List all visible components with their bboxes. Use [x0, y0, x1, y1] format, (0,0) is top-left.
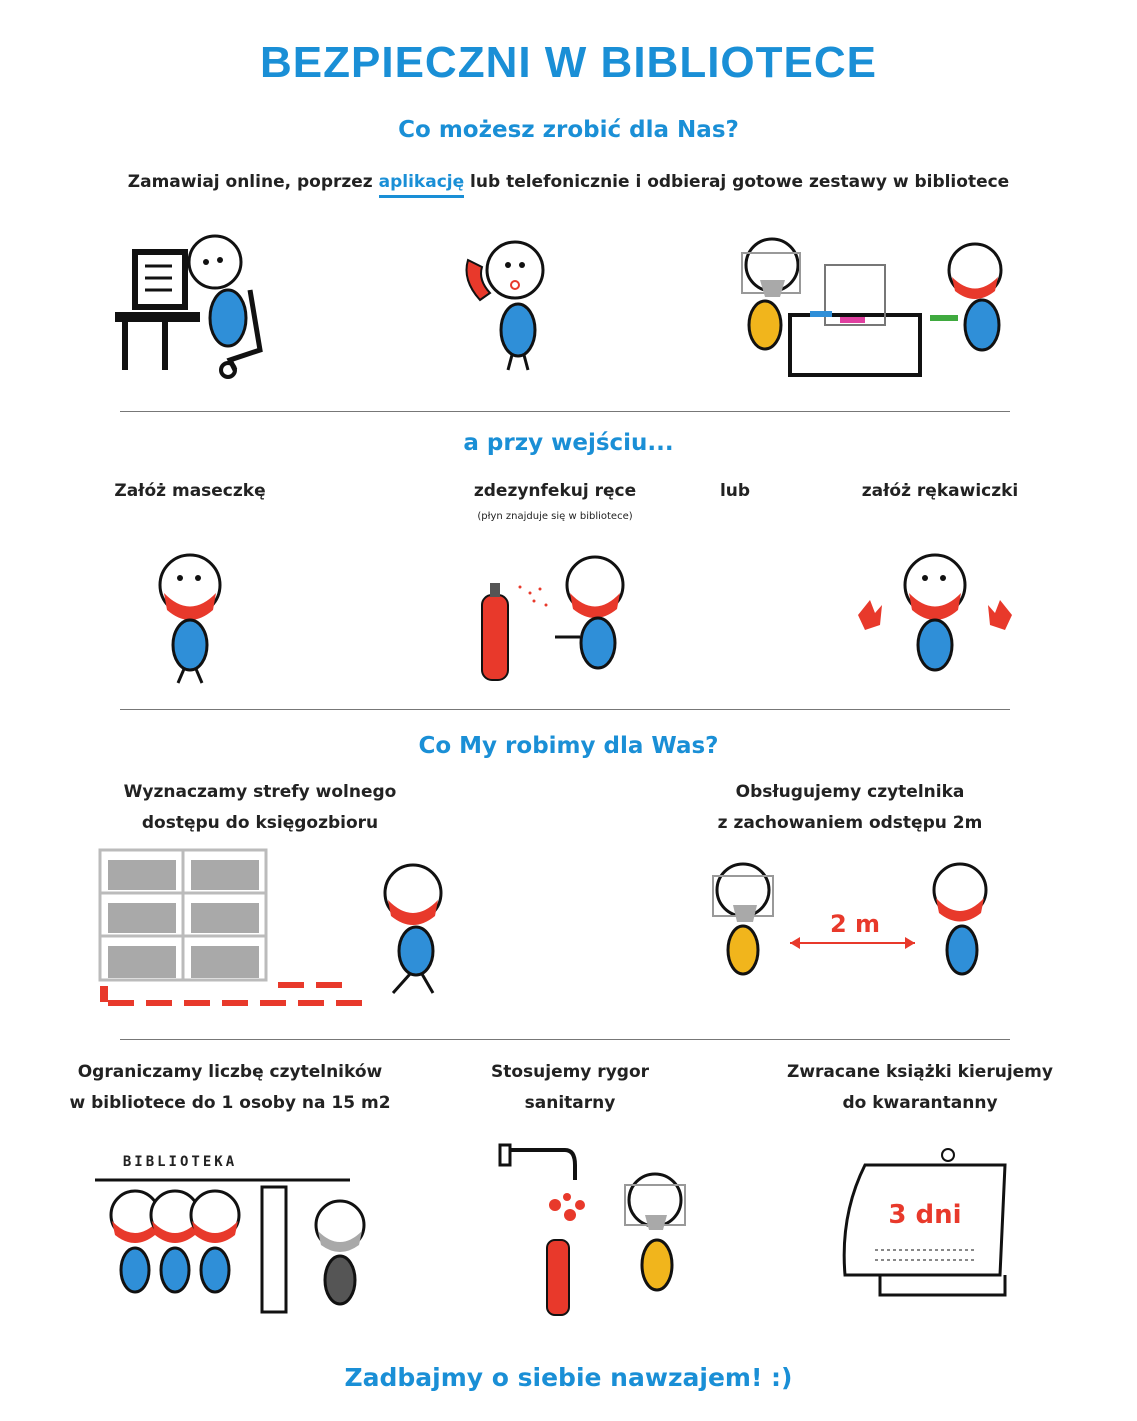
- disinfect-note: (płyn znajduje się w bibliotece): [477, 511, 633, 522]
- sanitary-line2: sanitarny: [524, 1093, 616, 1113]
- footer-slogan: Zadbajmy o siebie nawzajem! :): [344, 1363, 793, 1392]
- quarantine-line2: do kwarantanny: [842, 1093, 998, 1113]
- calendar-label: 3 dni: [888, 1200, 962, 1230]
- distance-text: [690, 777, 1010, 839]
- divider: [120, 1039, 1010, 1040]
- order-online-text: [0, 167, 1137, 198]
- distance-label: 2 m: [829, 910, 881, 938]
- zones-line1: Wyznaczamy strefy wolnego: [123, 782, 397, 802]
- limit-text: [60, 1057, 400, 1119]
- limit-line2: w bibliotece do 1 osoby na 15 m2: [69, 1093, 391, 1113]
- sanitary-illustration: [495, 1125, 705, 1325]
- section3-heading: Co My robimy dla Was?: [418, 733, 719, 759]
- divider: [120, 411, 1010, 412]
- page-title: BEZPIECZNI W BIBLIOTECE: [260, 38, 877, 87]
- quarantine-text: [760, 1057, 1080, 1119]
- bookshelf-zone-illustration: [98, 848, 468, 1018]
- disinfect-illustration: [470, 545, 640, 685]
- section2-heading: a przy wejściu...: [463, 430, 674, 456]
- divider: [120, 709, 1010, 710]
- section1-heading: Co możesz zrobić dla Nas?: [398, 117, 739, 143]
- sanitary-line1: Stosujemy rygor: [490, 1062, 650, 1082]
- app-link[interactable]: aplikację: [379, 172, 465, 198]
- phone-user-illustration: [460, 235, 570, 375]
- limit-line1: Ograniczamy liczbę czytelników: [77, 1062, 383, 1082]
- distance-line1: Obsługujemy czytelnika: [735, 782, 965, 802]
- disinfect-label: zdezynfekuj ręce: [473, 481, 637, 501]
- computer-user-illustration: [110, 220, 280, 380]
- library-limit-illustration: [90, 1175, 400, 1325]
- mask-label: Załóż maseczkę: [114, 481, 266, 501]
- pickup-desk-illustration: [720, 225, 1020, 385]
- sanitary-text: [460, 1057, 680, 1119]
- zones-text: [100, 777, 420, 839]
- mask-person-illustration: [140, 545, 240, 685]
- gloves-person-illustration: [850, 545, 1020, 685]
- quarantine-line1: Zwracane książki kierujemy: [787, 1062, 1053, 1082]
- order-text-after: lub telefonicznie i odbieraj gotowe zestawy w bibliotece: [464, 172, 1010, 192]
- distance-line2: z zachowaniem odstępu 2m: [717, 813, 983, 833]
- library-sign: BIBLIOTEKA: [122, 1154, 238, 1170]
- or-label: lub: [719, 481, 751, 501]
- order-text-before: Zamawiaj online, poprzez: [127, 172, 379, 192]
- zones-line2: dostępu do księgozbioru: [141, 813, 379, 833]
- gloves-label: załóż rękawiczki: [861, 481, 1019, 501]
